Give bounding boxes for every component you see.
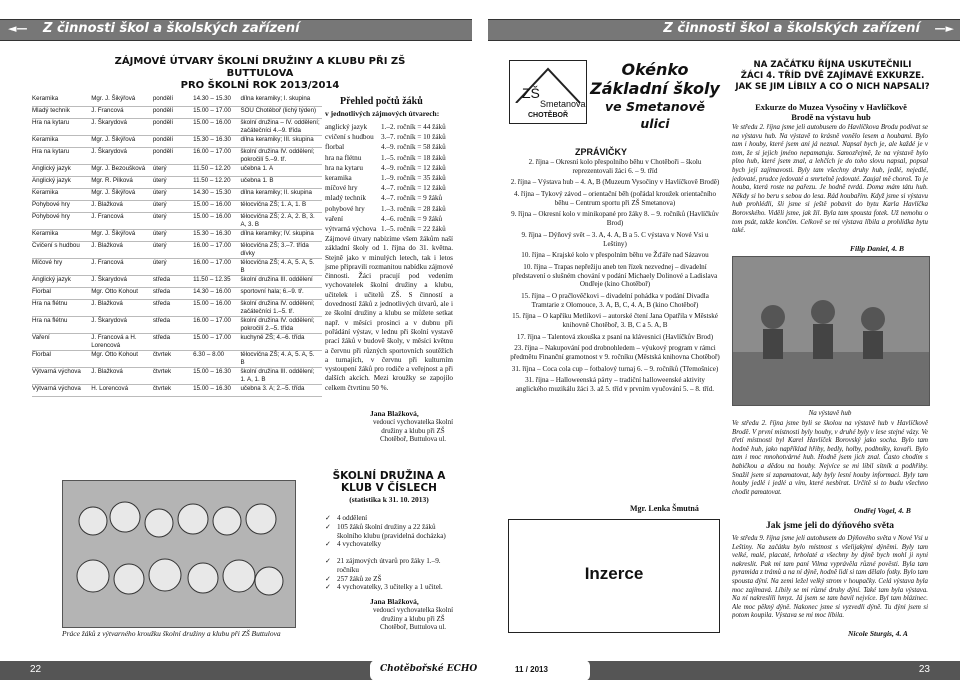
window-title: [590, 60, 720, 132]
news-item: 9. října – Okresní kolo v minikopané pro žáky 8. – 9. ročníků (Havlíčkův Brod): [511, 210, 719, 228]
photo-caption: Práce žáků z výtvarného kroužku školní družiny a klubu při ZŠ Buttulova: [62, 629, 281, 638]
pumpkin-drawings-icon: [63, 481, 295, 627]
table-cell: 14.30 – 15.30: [193, 95, 240, 107]
table-cell: Anglický jazyk: [32, 177, 91, 189]
table-row: [32, 119, 322, 136]
table-row: [32, 351, 322, 368]
table-cell: J. Francová a H. Lorencová: [91, 334, 153, 351]
table-cell: 15.00 – 16.00: [193, 300, 240, 317]
numbers-list-b: [325, 557, 455, 592]
table-cell: tělocvična ZŠ; 4. A, 5. A, 5. B: [240, 351, 322, 368]
table-row: [32, 385, 322, 397]
table-cell: Florbal: [32, 351, 91, 368]
table-cell: Hra na flétnu: [32, 317, 91, 334]
news-item: 10. října – Krajské kolo v přespolním běhu ve Žďáře nad Sázavou: [521, 251, 709, 260]
numbers-subtitle: (statistika k 31. 10. 2013): [349, 495, 429, 504]
table-cell: Mgr. J. Šikýřová: [91, 95, 153, 107]
table-cell: pondělí: [153, 107, 193, 119]
article3-author: Nicole Sturgis, 4. A: [848, 629, 908, 638]
list-item-text: 4 oddělení: [337, 514, 368, 522]
table-cell: Keramika: [32, 136, 91, 148]
table-cell: Keramika: [32, 189, 91, 201]
table-cell: J. Blažková: [91, 201, 153, 213]
activity-name: florbal: [325, 143, 345, 152]
table-cell: středa: [153, 317, 193, 334]
news-item: 15. října – O pračlověčkovi – divadelní pohádka v podání Divadla Tramtarie z Olomouce, 3. A, B, C, 4. A, B (kino Chotěboř): [521, 291, 709, 309]
table-cell: Mgr. Otto Kohout: [91, 288, 153, 300]
activity-count: 3.–7. ročník = 10 žáků: [381, 133, 446, 142]
table-cell: školní družina IV. oddělení; začátečníci 1.–5. tř.: [240, 300, 322, 317]
magazine-name: Chotěbořské ECHO: [380, 664, 478, 674]
article1-body: Ve středu 2. října jsme jeli autobusem do Havlíčkova Brodu podívat se na výstavu hub. Na výstavě to krásně vonělo lesem a houbami. Bylo tam i houby, které jsem ani já neznal. Napsal bych je, ale každé je v tom, že si jejich jméno nepamatuju. Samozřejmě, že na výstavě bylo plno hub, které jsem znal, a lehčích je do toho slovu napsal, popsal bych její zajímavosti. Byly tam všechny druhy hub, jedlé, nejedlé, jedovaté, prudce jedovaté a smrtelně jedovaté. Zaujal mě choroš. To je houba, která roste na pařezu. Je hodně tvrdá. Doma mám tátu hub. Někdy si ho beru s sebou do lesa. Rád houbařím. Když jsme si výstavu hub prohlédli, šli jsme si ještě pobavit do bytu Karla Havlíčka Borovského. Viděli jsme, jak žil. Byla tam spousta fotek. Už nemohu o tom psát, takže končím. Celkově se mi výstava líbila a prohlídka bytu také.: [732, 124, 928, 235]
table-cell: 11.50 – 12.20: [193, 177, 240, 189]
activity-count: 1.–3. ročník = 28 žáků: [381, 204, 446, 213]
table-cell: 15.00 – 16.30: [193, 368, 240, 385]
table-cell: pondělí: [153, 148, 193, 165]
table-row: [32, 288, 322, 300]
table-cell: středa: [153, 334, 193, 351]
schedule-title-line1: ZÁJMOVÉ ÚTVARY ŠKOLNÍ DRUŽINY A KLUBU PŘI ZŠ BUTTULOVA: [114, 56, 406, 79]
page-number-right: 23: [918, 664, 930, 675]
list-item: [325, 153, 453, 163]
table-cell: školní družina III. oddělení: [240, 276, 322, 288]
table-cell: učebna 1. A: [240, 165, 322, 177]
excursion-title-line1: NA ZAČÁTKU ŘÍJNA USKUTEČNILI: [753, 60, 912, 70]
table-row: [32, 276, 322, 288]
table-row: [32, 368, 322, 385]
article1-title: Exkurze do Muzea Vysočiny v Havlíčkově Brodě na výstavu hub: [755, 102, 907, 122]
table-cell: úterý: [153, 165, 193, 177]
table-cell: Mgr. J. Šikýřová: [91, 136, 153, 148]
table-cell: J. Blažková: [91, 242, 153, 259]
news-item: 4. října – Tykový závod – orientační běh (pořádal kroužek orientačního běhu – Centrum sportu při ZŠ Smetanova): [513, 189, 717, 207]
list-item: [325, 142, 453, 152]
list-item: [325, 540, 455, 549]
table-cell: úterý: [153, 230, 193, 242]
table-cell: dílna keramiky; II. skupina: [240, 189, 322, 201]
activity-name: anglický jazyk: [325, 123, 368, 131]
excursion-title-line2: ŽÁCI 4. TŘÍD DVĚ ZAJÍMAVÉ EXKURZE.: [740, 71, 925, 81]
mushroom-photo-caption: Na výstavě hub: [808, 409, 852, 417]
overview-sign-role: vedoucí vychovatelka školní družiny a klubu při ZŠ Chotěboř, Buttulova ul.: [372, 418, 454, 443]
activity-count: 4.–9. ročník = 12 žáků: [381, 163, 446, 172]
numbers-sign-name: Jana Blažková,: [370, 597, 419, 606]
table-cell: čtvrtek: [153, 385, 193, 397]
table-cell: 16.00 – 17.00: [193, 317, 240, 334]
activity-name: hra na kytaru: [325, 163, 363, 172]
list-item: [325, 575, 455, 584]
table-cell: úterý: [153, 189, 193, 201]
table-cell: úterý: [153, 177, 193, 189]
news-list: [509, 158, 721, 397]
activity-count: 1.–2. ročník = 44 žáků: [381, 123, 446, 131]
table-cell: dílna keramiky; III. skupina: [240, 136, 322, 148]
list-item: [325, 583, 455, 592]
numbers-sign-role: vedoucí vychovatelka školní družiny a klubu při ZŠ Chotěboř, Buttulova ul.: [372, 606, 454, 631]
schedule-title-line2: PRO ŠKOLNÍ ROK 2013/2014: [180, 80, 340, 91]
excursion-title: [735, 60, 930, 93]
table-cell: J. Blažková: [91, 300, 153, 317]
table-cell: tělocvična ZŠ; 2. A, 2. B, 3. A, 3. B: [240, 213, 322, 230]
news-item: 31. října – Coca cola cup – fotbalový turnaj 6. – 9. ročníků (Třemošnice): [511, 364, 719, 373]
overview-title: Přehled počtů žáků: [340, 96, 423, 107]
news-item: 17. října – Talentová zkouška z psaní na klávesnici (Havlíčkův Brod): [516, 332, 714, 341]
table-cell: úterý: [153, 259, 193, 276]
table-row: [32, 317, 322, 334]
table-cell: středa: [153, 300, 193, 317]
table-cell: J. Francová: [91, 213, 153, 230]
numbers-list-a: [325, 514, 455, 549]
table-cell: 6.30 – 8.00: [193, 351, 240, 368]
table-cell: 15.00 – 16.00: [193, 201, 240, 213]
table-cell: Výtvarná výchova: [32, 368, 91, 385]
header-bar-left: [0, 19, 472, 41]
list-item-text: 21 zájmových útvarů pro žáky 1.–9. ročníku: [337, 557, 441, 574]
table-cell: J. Škarydová: [91, 148, 153, 165]
article2-author: Ondřej Vogel, 4. B: [854, 506, 911, 515]
table-cell: J. Škarydová: [91, 119, 153, 136]
crafts-photo: [62, 480, 296, 628]
checkmark-icon: ✓: [325, 583, 332, 592]
table-cell: H. Lorencová: [91, 385, 153, 397]
table-cell: dílna keramiky; I. skupina: [240, 95, 322, 107]
activity-name: pohybové hry: [325, 204, 365, 213]
advert-label: Inzerce: [584, 564, 644, 583]
news-item: 2. října – Výstava hub – 4. A, B (Muzeum Vysočiny v Havlíčkově Brodě): [510, 178, 720, 187]
checkmark-icon: ✓: [325, 522, 332, 531]
table-cell: J. Francová: [91, 259, 153, 276]
table-cell: Hra na flétnu: [32, 300, 91, 317]
table-cell: Vaření: [32, 334, 91, 351]
activity-name: cvičení s hudbou: [325, 133, 374, 142]
table-cell: úterý: [153, 213, 193, 230]
table-cell: školní družina III. oddělení; 1. A, 1. B: [240, 368, 322, 385]
table-cell: 11.50 – 12.35: [193, 276, 240, 288]
table-row: [32, 300, 322, 317]
table-cell: pondělí: [153, 95, 193, 107]
table-cell: tělocvična ZŠ; 4. A, 5. A, 5. B: [240, 259, 322, 276]
list-item: [325, 523, 455, 541]
numbers-title: ŠKOLNÍ DRUŽINA A KLUB V ČÍSLECH: [332, 470, 446, 494]
activity-count: 1.–9. ročník = 35 žáků: [381, 174, 446, 183]
list-item: [325, 122, 453, 132]
list-item: [325, 183, 453, 193]
table-cell: SOU Chotěboř (lichý týden): [240, 107, 322, 119]
table-cell: Florbal: [32, 288, 91, 300]
table-cell: J. Škarydová: [91, 317, 153, 334]
table-cell: 15.00 – 16.30: [193, 385, 240, 397]
list-item-text: 4 vychovatelky, 3 učitelky a 1 učitel.: [337, 583, 443, 592]
table-row: [32, 189, 322, 201]
table-row: [32, 242, 322, 259]
table-cell: Mgr. J. Šikýřová: [91, 189, 153, 201]
table-cell: 15.00 – 16.00: [193, 119, 240, 136]
mushroom-photo: [732, 256, 930, 406]
overview-sign-name: Jana Blažková,: [370, 409, 419, 418]
table-cell: tělocvična ZŠ; 3.–7. třída dívky: [240, 242, 322, 259]
table-cell: Hra na kytaru: [32, 148, 91, 165]
news-item: 10. října – Trapas nepřežiju aneb ten řízek nezvednej – divadelní představení o slušném chování v podání Michaely Dolinové a Ladislava Ondřeje (kino Chotěboř): [512, 262, 718, 289]
table-row: [32, 201, 322, 213]
list-item-text: 257 žáků ze ZŠ: [337, 574, 382, 583]
activity-count: 4.–7. ročník = 12 žáků: [381, 184, 446, 193]
table-cell: Mgr. R. Pilková: [91, 177, 153, 189]
table-cell: úterý: [153, 201, 193, 213]
table-cell: čtvrtek: [153, 368, 193, 385]
list-item: [325, 132, 453, 142]
table-cell: 16.00 – 17.00: [193, 148, 240, 165]
header-left-title: Z činnosti škol a školských zařízení: [43, 21, 300, 36]
table-cell: Keramika: [32, 95, 91, 107]
news-title: ZPRÁVIČKY: [575, 147, 628, 157]
table-cell: učebna 3. A; 2.–5. třída: [240, 385, 322, 397]
checkmark-icon: ✓: [325, 540, 332, 549]
schedule-table: [32, 95, 322, 397]
table-cell: Mgr. J. Bezoušková: [91, 165, 153, 177]
school-logo: [509, 60, 587, 124]
table-row: [32, 259, 322, 276]
table-cell: 15.30 – 16.30: [193, 230, 240, 242]
advert-box: [508, 519, 720, 633]
table-cell: 11.50 – 12.20: [193, 165, 240, 177]
table-cell: tělocvična ZŠ; 1. A, 1. B: [240, 201, 322, 213]
issue-number: 11 / 2013: [515, 665, 548, 674]
table-cell: Anglický jazyk: [32, 276, 91, 288]
table-cell: učebna 1. B: [240, 177, 322, 189]
table-cell: pondělí: [153, 119, 193, 136]
activity-name: výtvarná výchova: [325, 225, 377, 234]
article3-title: Jak jsme jeli do dýňového světa: [766, 521, 894, 531]
news-item: 31. října – Halloweenská párty – tradiční halloweenské aktivity anglického muzikálu žáci 3. až 5. tříd v prvním vyučování 5. – 8. tříd.: [515, 376, 715, 394]
table-row: [32, 213, 322, 230]
table-cell: J. Blažková: [91, 368, 153, 385]
table-cell: Mladý technik: [32, 107, 91, 119]
table-cell: 16.00 – 17.00: [193, 242, 240, 259]
activity-name: míčové hry: [325, 184, 358, 193]
activity-name: vaření: [325, 214, 343, 223]
activity-count: 1.–5. ročník = 22 žáků: [381, 225, 446, 234]
page-number-left: 22: [30, 664, 42, 675]
table-cell: Mgr. Otto Kohout: [91, 351, 153, 368]
overview-subtitle: v jednotlivých zájmových útvarech:: [325, 109, 440, 118]
table-cell: Míčové hry: [32, 259, 91, 276]
news-item: 23. října – Nakupování pod drobnohledem – výukový program v rámci předmětu Finanční gramotnost v 9. ročníku (Městská knihovna Chotěboř): [510, 344, 720, 362]
table-cell: Mgr. J. Šikýřová: [91, 230, 153, 242]
table-cell: Pohybové hry: [32, 201, 91, 213]
table-cell: 15.00 – 16.00: [193, 213, 240, 230]
table-cell: 14.30 – 15.30: [193, 189, 240, 201]
list-item: [325, 514, 455, 523]
table-cell: Výtvarná výchova: [32, 385, 91, 397]
table-cell: Keramika: [32, 230, 91, 242]
activity-name: mladý technik: [325, 194, 366, 203]
table-row: [32, 165, 322, 177]
window-title-line2: Základní školy: [590, 79, 720, 98]
mushroom-exhibition-icon: [733, 257, 929, 405]
arrow-left-icon: ◄—: [8, 22, 28, 35]
checkmark-icon: ✓: [325, 514, 332, 522]
overview-body: Zájmové útvary nabízíme všem žákům naší základní školy od 1. října do 31. května. Stejně jako v minulých letech, tak i letos jsme připravili rozmanitou nabídku zájmové činnosti. Žáci pracují pod vedením vychovatelek školní družiny a klubu, učitelek i učitelů ZŠ. S činností a dovedností žáků z jednotlivých útvarů, ale i ze školní družiny a klubu se můžete setkat např. v měsíci prosinci a v dubnu při pořádání výstav, v lednu při školní vystavě prací žáků v budově školy, v měsíci květnu a červnu při různých sportovních soutěžích a turnajích, v červnu při kulturním vystoupení žáků pro rodiče a veřejnost a při dalších akcích. Mezi kroužky se zapojilo celkem čtvrtinu 50 %.: [325, 235, 453, 392]
activity-count: 4.–6. ročník = 9 žáků: [381, 214, 443, 223]
excursion-title-line3: JAK SE JIM LÍBILY A CO O NICH NAPSALI?: [735, 82, 930, 92]
list-item: [325, 173, 453, 183]
table-cell: školní družina – IV. oddělení; začátečníci 4.–9. třída: [240, 119, 322, 136]
schedule-title: [95, 56, 425, 92]
header-right-title: Z činnosti škol a školských zařízení: [663, 21, 920, 36]
list-item-text: 105 žáků školní družiny a 22 žáků školního klubu (pravidelná docházka): [337, 522, 446, 540]
news-item: 15. října – O kapříku Metlíkovi – autorské čtení Jana Opatřila v Městské knihovně Chotěboř, 3. B, C a 5. A, B: [512, 312, 718, 330]
table-cell: Hra na kytaru: [32, 119, 91, 136]
list-item: [325, 204, 453, 214]
article2-body: Ve středu 2. října jsme byli se školou na výstavě hub v Havlíčkově Brodě. V první místnosti byly houby, v druhé byly v lese stejné vázy. Ve třetí místnosti byl Karel Havlíček Borovský jako socha. Bylo tam hodně hub, jako například hřiby, bedly, holby, podbníky, kovaři. Bylo tam i moc mnohotvárné hub. Hodně jsem jich znal. Často chodím s babičkou a dědou na houby. Nejvíce se mi líbil sítník a podhřiby. Snažil jsem si zapamatovat, kdy byly lesní houby informaci. Byly tam houby jedlé i jedlé a vím, které nesbírat. Určitě si to budu všechno chodit pamatovat.: [732, 420, 928, 496]
table-row: [32, 148, 322, 165]
overview-list: [325, 122, 453, 234]
table-cell: úterý: [153, 242, 193, 259]
list-item: [325, 557, 455, 575]
table-row: [32, 334, 322, 351]
table-cell: 14.30 – 16.00: [193, 288, 240, 300]
table-cell: středa: [153, 276, 193, 288]
list-item: [325, 163, 453, 173]
activity-count: 4.–9. ročník = 58 žáků: [381, 143, 446, 152]
table-cell: Anglický jazyk: [32, 165, 91, 177]
window-title-line1: Okénko: [621, 60, 689, 79]
table-cell: pondělí: [153, 136, 193, 148]
article3-body: Ve středu 9. října jsme jeli autobusem do Dýňového světa v Nové Vsi u Leštiny. Na začátku bylo místnost s všelijakými dýněmi. Byly tam velké, malé, placaté, hrbolaté a všechny by dýně bych mohl ji nyní nakreslit. Pak mi tam paní Vilma vyprávěla různé pověsti. Byla tam pyramida z trámů a na ní dýně, hodně lidí si tam dělalo fotky. Bylo tam spousta dýní. Na zemi ležel velký strom v houpačky. Celá výstava byla moc zajímavá. Líbily se mi různé druhy dýní. Také tam byla výstava. Na ní nakreslili hmyz. Já jsem se tam bavil nejvíce. Byl tam blázinec. Ale moc pěkný dýně. Nakonec jsme si vyzvedli dýně. Tu dýni jsem si potom koupila. Výstava se mi moc líbila.: [732, 535, 928, 620]
table-cell: 15.00 – 17.00: [193, 107, 240, 119]
news-signature: Mgr. Lenka Šmutná: [630, 504, 699, 513]
table-cell: středa: [153, 288, 193, 300]
table-cell: sportovní hala; 6.–9. tř.: [240, 288, 322, 300]
news-item: 9. října – Dýňový svět – 3. A, 4. A, B a 5. C výstava v Nové Vsi u Leštiny): [521, 230, 709, 248]
list-item: [325, 224, 453, 234]
table-cell: Pohybové hry: [32, 213, 91, 230]
logo-line1: Smetanova: [540, 99, 586, 109]
logo-letters: ZŠ: [522, 85, 540, 101]
list-item: [325, 193, 453, 203]
table-cell: Cvičení s hudbou: [32, 242, 91, 259]
activity-count: 1.–5. ročník = 18 žáků: [381, 153, 446, 162]
table-cell: školní družina IV. oddělení; pokročilí 2.–5. třída: [240, 317, 322, 334]
checkmark-icon: ✓: [325, 557, 332, 565]
logo-line2: CHOTĚBOŘ: [527, 112, 569, 119]
activity-count: 4.–7. ročník = 9 žáků: [381, 194, 443, 203]
table-row: [32, 95, 322, 107]
list-item-text: 4 vychovatelky: [337, 540, 382, 549]
header-bar-right: [488, 19, 960, 41]
activity-name: hra na flétnu: [325, 153, 362, 162]
table-cell: čtvrtek: [153, 351, 193, 368]
window-title-line3: ve Smetanově ulici: [604, 99, 705, 131]
table-cell: J. Francová: [91, 107, 153, 119]
table-cell: dílna keramiky; IV. skupina: [240, 230, 322, 242]
table-cell: J. Škarydová: [91, 276, 153, 288]
table-cell: 15.30 – 16.30: [193, 136, 240, 148]
table-cell: kuchyně ZŠ; 4.–6. třída: [240, 334, 322, 351]
table-row: [32, 136, 322, 148]
arrow-right-icon: —►: [934, 22, 954, 35]
table-cell: školní družina IV. oddělení; pokročilí 5.–9. tř.: [240, 148, 322, 165]
table-row: [32, 230, 322, 242]
table-cell: 16.00 – 17.00: [193, 259, 240, 276]
table-cell: 15.00 – 17.00: [193, 334, 240, 351]
article1-author: Filip Daniel, 4. B: [850, 244, 904, 253]
activity-name: keramika: [325, 174, 352, 183]
list-item: [325, 214, 453, 224]
table-row: [32, 177, 322, 189]
footer-center: [370, 660, 590, 681]
news-item: 2. října – Okresní kolo přespolního běhu v Chotěboři – školu reprezentovali žáci 6. – 9. tříd: [528, 158, 702, 175]
table-row: [32, 107, 322, 119]
checkmark-icon: ✓: [325, 574, 332, 583]
